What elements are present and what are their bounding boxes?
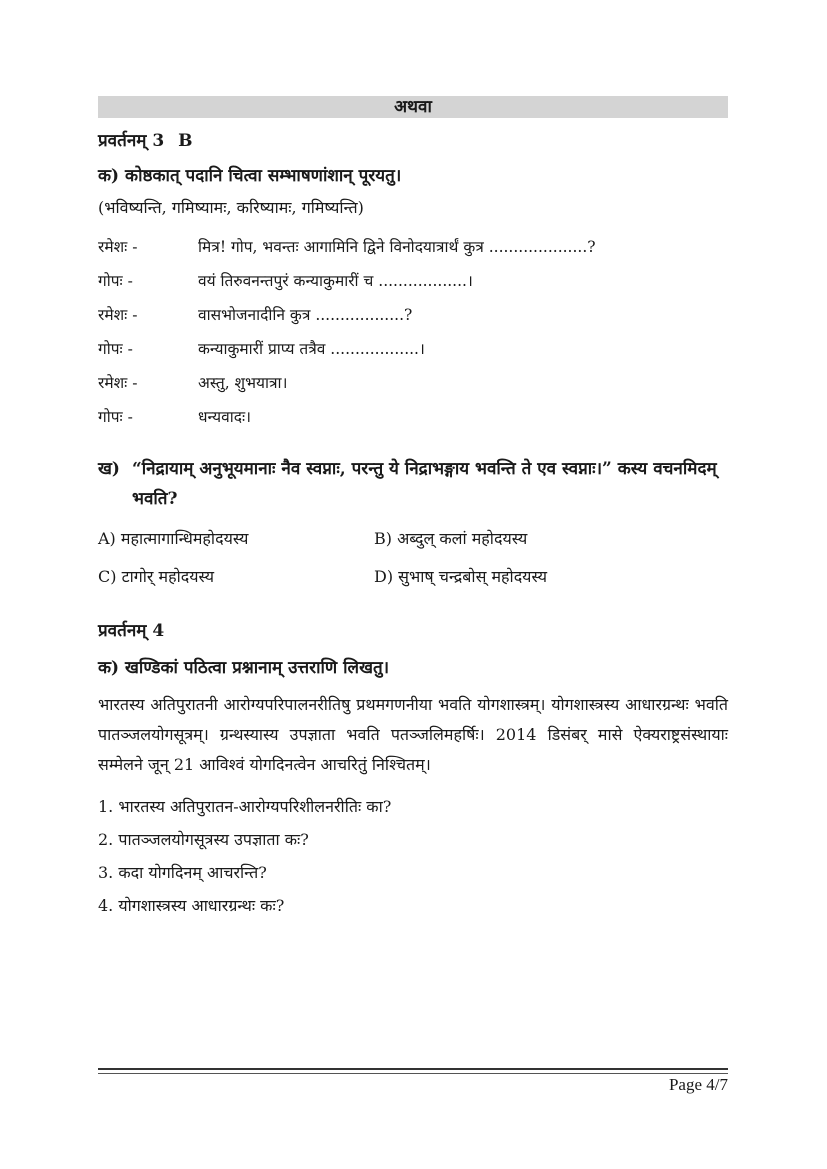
- exam-page: [98, 96, 728, 922]
- question-3b-label: ख): [98, 459, 120, 479]
- or-divider: अथवा: [98, 96, 728, 118]
- question-4-heading: प्रवर्तनम् 4: [98, 621, 165, 641]
- dialogue-line: अस्तु, शुभयात्रा।: [198, 374, 288, 392]
- mcq-option-b: B) अब्दुल् कलां महोदयस्य: [374, 529, 528, 548]
- dialogue-line: वासभोजनादीनि कुत्र ..................?: [198, 306, 413, 324]
- mcq-options: [98, 520, 728, 596]
- dialogue-line: वयं तिरुवनन्तपुरं कन्याकुमारीं च ..................।: [198, 272, 473, 290]
- dialogue-speaker: गोपः -: [98, 408, 133, 426]
- question-3-title: प्रवर्तनम् 3: [98, 131, 165, 151]
- page-number: Page 4/7: [668, 1075, 728, 1094]
- dialogue-row: [98, 230, 728, 264]
- comprehension-question: 1. भारतस्य अतिपुरातन-आरोग्यपरिशीलनरीतिः का?: [98, 797, 392, 816]
- question-3-heading: [98, 128, 728, 154]
- word-options: (भविष्यन्ति, गमिष्यामः, करिष्यामः, गमिष्यन्ति): [98, 198, 364, 217]
- question-4a-instruction: क) खण्डिकां पठित्वा प्रश्नानाम् उत्तराणि लिखतु।: [98, 658, 390, 678]
- mcq-option-c: C) टागोर् महोदयस्य: [98, 567, 215, 586]
- mcq-option-d: D) सुभाष् चन्द्रबोस् महोदयस्य: [374, 567, 547, 586]
- passage: भारतस्य अतिपुरातनी आरोग्यपरिपालनरीतिषु प्रथमगणनीया भवति योगशास्त्रम्। योगशास्त्रस्य आधारग्रन्थः भवति पातञ्जलयोगसूत्रम्। ग्रन्थस्यास्य उपज्ञाता भवति पतञ्जलिमहर्षिः। 2014 डिसंबर् मासे ऐक्यराष्ट्रसंस्थायाः सम्मेलने जून् 21 आविश्वं योगदिनत्वेन आचरितुं निश्चितम्।: [98, 695, 728, 774]
- comprehension-question: 3. कदा योगदिनम् आचरन्ति?: [98, 863, 267, 882]
- dialogue-speaker: रमेशः -: [98, 238, 138, 256]
- question-3a-instruction: क) कोष्ठकात् पदानि चित्वा सम्भाषणांशान् पूरयतु।: [98, 166, 402, 186]
- dialogue-row: [98, 264, 728, 298]
- dialogue-speaker: गोपः -: [98, 272, 133, 290]
- comprehension-questions: [98, 790, 728, 922]
- comprehension-question: 4. योगशास्त्रस्य आधारग्रन्थः कः?: [98, 896, 285, 915]
- question-3b-text: “निद्रायाम् अनुभूयमानाः नैव स्वप्नाः, परन्तु ये निद्राभङ्गाय भवन्ति ते एव स्वप्नाः।” कस्य वचनमिदम् भवति?: [132, 459, 717, 509]
- question-3b: [98, 454, 728, 514]
- dialogue: [98, 230, 728, 434]
- footer-rule-thick: [98, 1068, 728, 1070]
- question-3-sub: B: [178, 131, 193, 151]
- footer-rule: [98, 1068, 728, 1074]
- dialogue-row: [98, 298, 728, 332]
- dialogue-line: कन्याकुमारीं प्राप्य तत्रैव ..................।: [198, 340, 425, 358]
- comprehension-question: 2. पातञ्जलयोगसूत्रस्य उपज्ञाता कः?: [98, 830, 309, 849]
- dialogue-speaker: रमेशः -: [98, 306, 138, 324]
- dialogue-line: मित्र! गोप, भवन्तः आगामिनि द्विने विनोदयात्रार्थं कुत्र ....................?: [198, 238, 596, 256]
- footer-rule-thin: [98, 1073, 728, 1074]
- dialogue-speaker: गोपः -: [98, 340, 133, 358]
- dialogue-line: धन्यवादः।: [198, 408, 251, 426]
- dialogue-row: [98, 366, 728, 400]
- dialogue-row: [98, 332, 728, 366]
- dialogue-speaker: रमेशः -: [98, 374, 138, 392]
- dialogue-row: [98, 400, 728, 434]
- mcq-option-a: A) महात्मागान्धिमहोदयस्य: [98, 529, 249, 548]
